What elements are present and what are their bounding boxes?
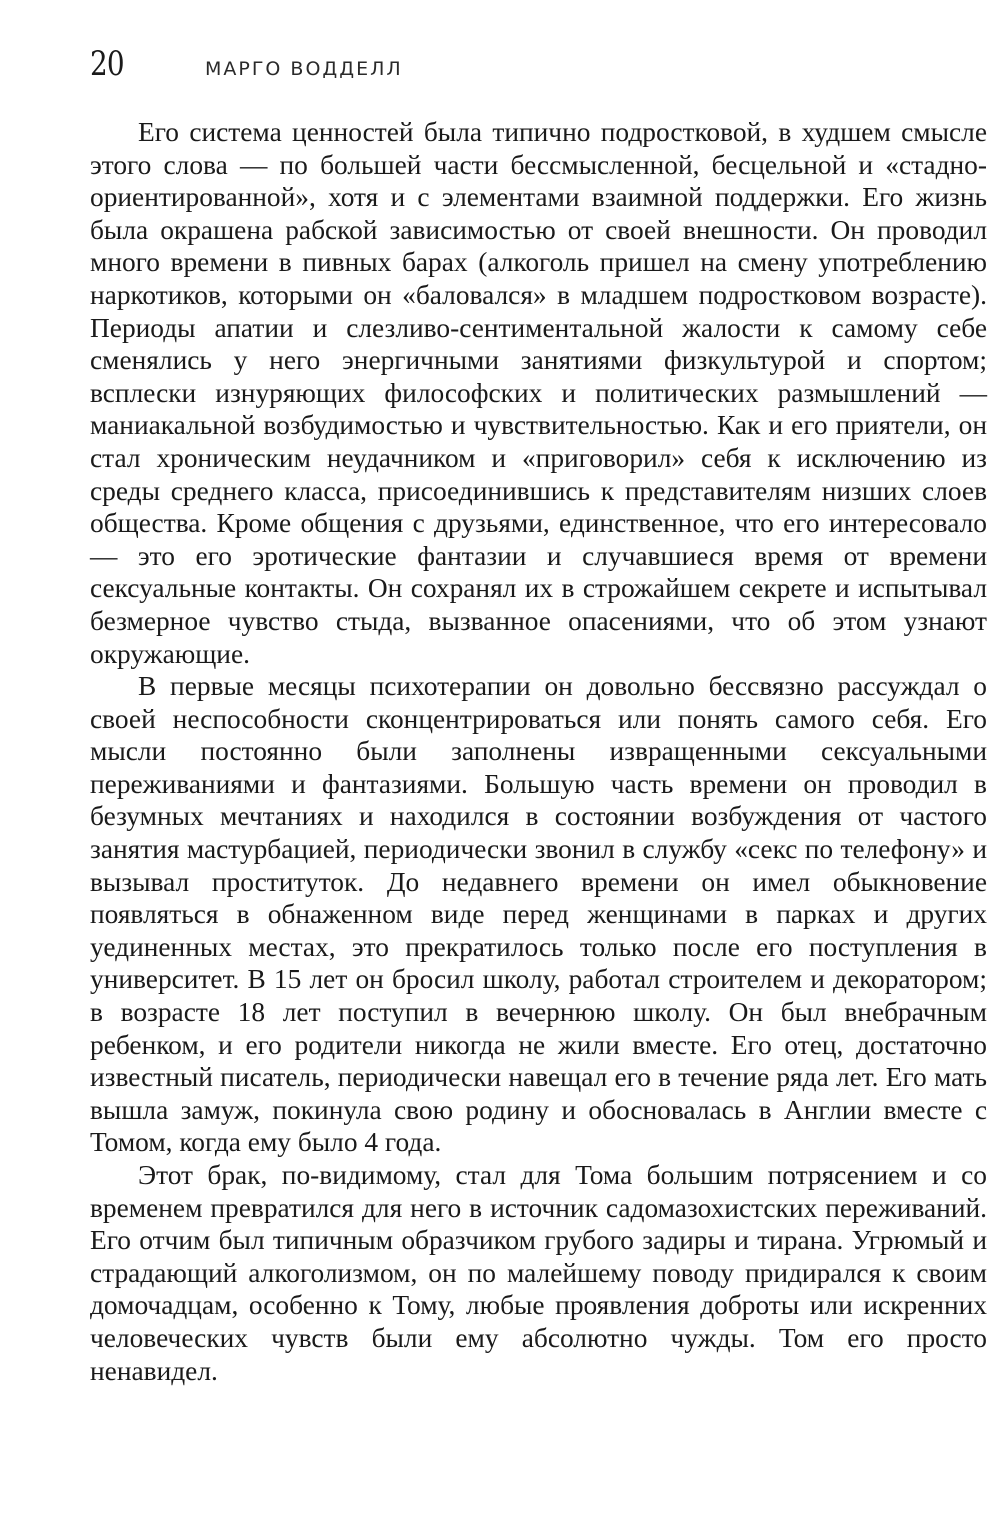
paragraph: В первые месяцы психотерапии он довольно бессвязно рассуждал о своей неспособности сконцентрироваться или понять самого себя. Его мысли постоянно были заполнены извращенными сексуальными переживаниями и фантазиями. Большую часть времени он проводил в безумных мечтаниях и находился в состоянии возбуждения от частого занятия мастурбацией, периодически звонил в службу «секс по телефону» и вызывал проституток. До недавнего времени он имел обыкновение появляться в обнаженном виде перед женщинами в парках и других уединенных местах, это прекратилось только после его поступления в университет. В 15 лет он бросил школу, работал строителем и декоратором; в возрасте 18 лет поступил в вечернюю школу. Он был внебрачным ребенком, и его родители никогда не жили вместе. Его отец, достаточно известный писатель, периодически навещал его в течение ряда лет. Его мать вышла замуж, покинула свою родину и обосновалась в Англии вместе с Томом, когда ему было 4 года.: [90, 671, 987, 1158]
paragraph: Его система ценностей была типично подростковой, в худшем смысле этого слова — по большей части бессмысленной, бесцельной и «стадно-ориентированной», хотя и с элементами взаимной поддержки. Его жизнь была окрашена рабской зависимостью от своей внешности. Он проводил много времени в пивных барах (алкоголь пришел на смену употреблению наркотиков, которыми он «баловался» в младшем подростковом возрасте). Периоды апатии и слезливо-сентиментальной жалости к самому себе сменялись у него энергичными занятиями физкультурой и спортом; всплески изнуряющих философских и политических размышлений — маниакальной возбудимостью и чувствительностью. Как и его приятели, он стал хроническим неудачником и «приговорил» себя к исключению из среды среднего класса, присоединившись к представителям низших слоев общества. Кроме общения с друзьями, единственное, что его интересовало — это его эротические фантазии и случавшиеся время от времени сексуальные контакты. Он сохранял их в строжайшем секрете и испытывал безмерное чувство стыда, вызванное опасениями, что об этом узнают окружающие.: [90, 117, 987, 669]
page-header: [90, 44, 403, 88]
body-text: [90, 116, 987, 1387]
paragraph: Этот брак, по-видимому, стал для Тома большим потрясением и со временем превратился для него в источник садомазохистских переживаний. Его отчим был типичным образчиком грубого задиры и тирана. Угрюмый и страдающий алкоголизмом, он по малейшему поводу придирался к своим домочадцам, особенно к Тому, любые проявления доброты или искренних человеческих чувств были ему абсолютно чужды. Том его просто ненавидел.: [90, 1160, 987, 1386]
running-title: МАРГО ВОДДЕЛЛ: [205, 58, 403, 80]
page-number: 20: [90, 44, 124, 84]
